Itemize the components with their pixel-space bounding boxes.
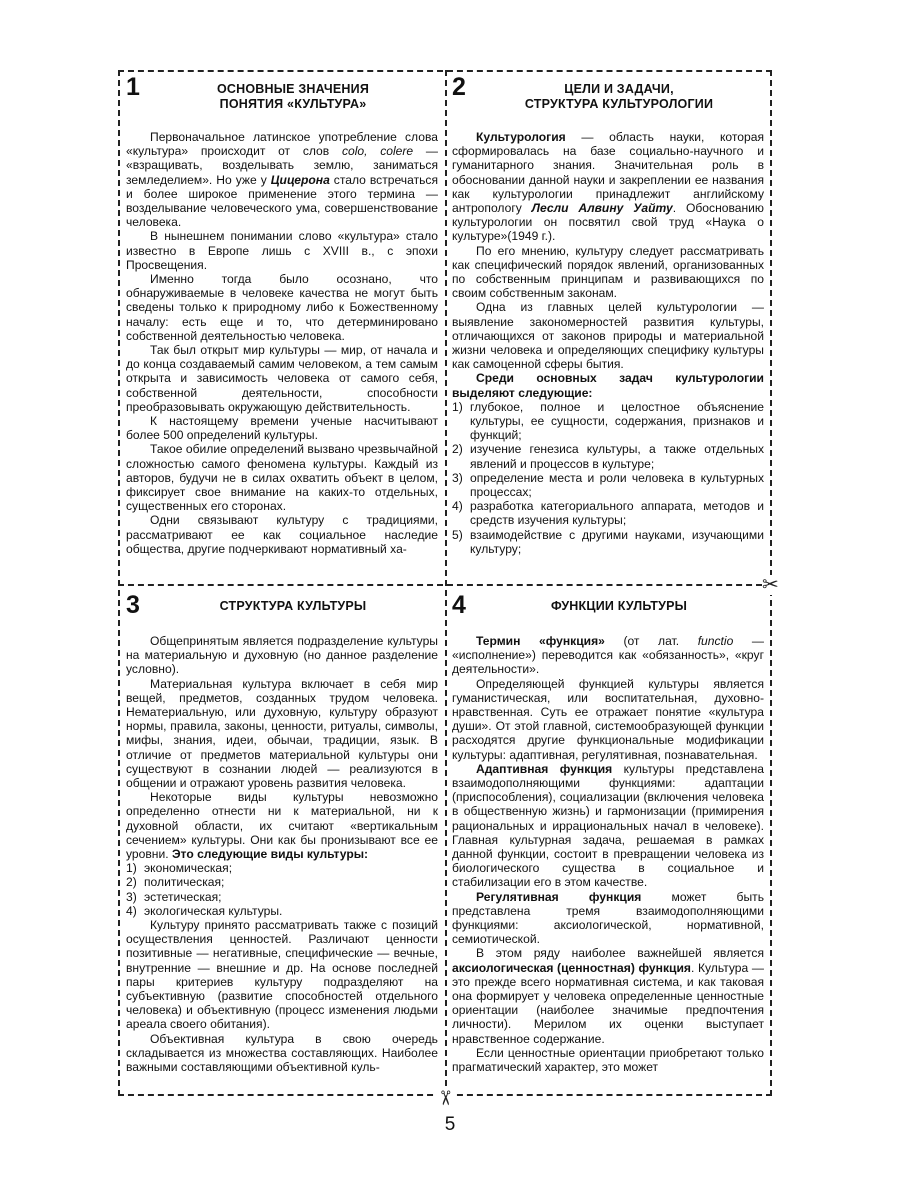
paragraph: Именно тогда было осознано, что обнаруживаемые в человеке качества не могут быть сведены только к природному либо к Божественному началу: есть еще и то, что детерминировано собственной деятельностью человека. [126,272,438,343]
paragraph: В этом ряду наиболее важнейшей является аксиологическая (ценностная) функция. Культура — это прежде всего нормативная система, и как таковая она формирует у человека определенные ценностные ориентации (наиболее значимые предпочтения личности). Мерилом их оценки выступает нравственное содержание. [452,946,764,1046]
vertical-cut-line [445,70,447,1096]
list-item: 1) глубокое, полное и целостное объяснение культуры, ее сущности, содержания, признаков и функций; [452,399,764,443]
paragraph: Среди основных задач культурологии выделяют следующие: [452,371,764,400]
list-item: 2) изучение генезиса культуры, а также отдельных явлений и процессов в культуре; [452,442,764,471]
list-item: 2) политическая; [126,875,225,890]
card-number: 2 [452,74,466,101]
paragraph: Некоторые виды культуры невозможно определенно отнести ни к материальной, ни к духовной области, их считают «вертикальным сечением» культуры. Они как бы пронизывают все ее уровни. Это следующие виды культуры: [126,790,438,862]
paragraph: Одни связывают культуру с традициями, рассматривают ее как социальное наследие общества, другие подчеркивают нормативный ха- [126,513,438,556]
list-item: 5) взаимодействие с другими науками, изучающими культуру; [452,527,764,556]
paragraph: Одна из главных целей культурологии — выявление закономерностей развития культуры, отличающихся от законов природы и материальной жизни человека и определяющих специфику культуры как самоценной сферы бытия. [452,300,764,372]
card-title: ФУНКЦИИ КУЛЬТУРЫ [550,599,688,613]
paragraph: Термин «функция» (от лат. functio — «исполнение») переводится как «обязанность», «круг деятельности». [452,634,764,677]
list-item: 4) разработка категориального аппарата, методов и средств изучения культуры; [452,499,764,528]
horizontal-cut-line [118,584,772,586]
card-body [452,130,764,556]
paragraph: Культурология — область науки, которая сформировалась на базе социально-научного и гуманитарного знания. Значительная роль в обосновании данной науки и закреплении ее названия как культурологии принадлежит английскому антропологу Лесли Алвину Уайту. Обоснованию культурологии он посвятил свой труд «Наука о культуре»(1949 г.). [452,130,764,244]
card-number: 4 [452,592,466,619]
card-title: ОСНОВНЫЕ ЗНАЧЕНИЯ ПОНЯТИЯ «КУЛЬТУРА» [216,82,370,111]
list-item: 4) экологическая культуры. [126,903,283,918]
card-4 [452,592,764,1090]
card-body [126,130,438,556]
paragraph: Адаптивная функция культуры представлена взаимодополняющими функциями: адаптации (приспособления), социализации (включения человека в общественную жизнь) и гармонизации (примирения рациональных и иррациональных начал в человеке). Главная культурная задача, решаемая в рамках данной функции, состоит в превращении человека из биологического существа в социальное и стабилизации его в этом качестве. [452,761,764,890]
paragraph: Культуру принято рассматривать также с позиций осуществления ценностей. Различают ценности позитивные — негативные, специфические — вечные, внутренние — внешние и др. На основе последней пары критериев культуру подразделяют на субъективную (развитие способностей отдельного человека) и объективную (процесс изменения людьми ареала своего обитания). [126,918,438,1032]
card-title: СТРУКТУРА КУЛЬТУРЫ [219,599,367,613]
card-body [452,634,764,1074]
list-item: 1) экономическая; [126,861,233,876]
paragraph: Первоначальное латинское употребление слова «культура» происходит от слов colo, colere — «взращивать, возделывать землю, заниматься земледелием». Но уже у Цицерона стало встречаться и более широкое применение этого термина — возделывание человеческого ума, совершенствование человека. [126,130,438,230]
card-number: 3 [126,592,140,619]
page-number: 5 [444,1114,456,1135]
card-title: ЦЕЛИ И ЗАДАЧИ, СТРУКТУРА КУЛЬТУРОЛОГИИ [524,82,714,111]
card-1 [126,74,438,580]
scissors-icon: ✂ [762,574,779,596]
task-list [452,400,764,556]
list-item: 3) определение места и роли человека в культурных процессах; [452,470,764,500]
paragraph: Так был открыт мир культуры — мир, от начала и до конца создаваемый самим человеком, а тем самым открыта и зависимость человека от самого себя, собственной деятельности, способности преобразовывать окружающую действительность. [126,343,438,414]
scissors-icon: ✂ [433,1089,456,1107]
paragraph: Материальная культура включает в себя мир вещей, предметов, созданных трудом человека. Нематериальную, или духовную, культуру образуют нормы, правила, законы, ценности, ритуалы, символы, мифы, знания, идеи, обычаи, традиции, язык. В отличие от предметов материальной культуры они существуют в сознании людей — реализуются в общении и отражают уровень развития человека. [126,676,438,791]
paragraph: Определяющей функцией культуры является гуманистическая, или воспитательная, духовно-нравственная. Суть ее отражает понятие «культура души». От этой главной, системообразующей функции расходятся другие функциональные модификации культуры: адаптивная, регулятивная, познавательная. [452,676,764,762]
paragraph: К настоящему времени ученые насчитывают более 500 определений культуры. [126,414,438,443]
paragraph: Общепринятым является подразделение культуры на материальную и духовную (но данное разделение условно). [126,634,438,677]
paragraph: Если ценностные ориентации приобретают только прагматический характер, это может [452,1045,764,1075]
paragraph: Объективная культура в свою очередь складывается из множества составляющих. Наиболее важными составляющими объективной куль- [126,1031,438,1075]
paragraph: Регулятивная функция может быть представлена тремя взаимодополняющими функциями: аксиологической, нормативной, семиотической. [452,889,764,947]
culture-types-list [126,861,438,918]
list-item: 3) эстетическая; [126,889,222,904]
card-2 [452,74,764,580]
paragraph: Такое обилие определений вызвано чрезвычайной сложностью самого феномена культуры. Каждый из авторов, будучи не в силах охватить объект в целом, фиксирует свое внимание на каких-то отдельных, существенных его сторонах. [126,442,438,514]
card-body [126,634,438,1074]
card-3 [126,592,438,1090]
paragraph: По его мнению, культуру следует рассматривать как специфический порядок явлений, организованных по собственным принципам и развивающихся по своим собственным законам. [452,243,764,301]
paragraph: В нынешнем понимании слово «культура» стало известно в Европе лишь с XVIII в., с эпохи Просвещения. [126,229,438,272]
card-number: 1 [126,74,140,101]
